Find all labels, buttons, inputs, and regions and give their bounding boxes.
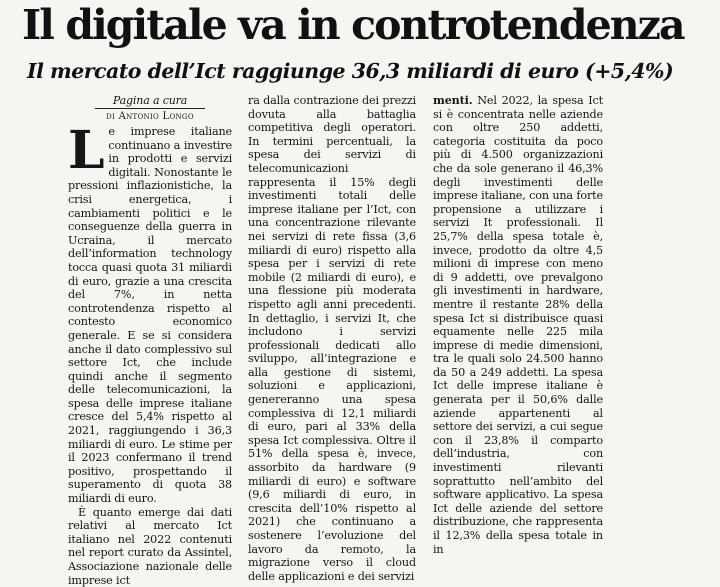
column-3-lead: menti. (433, 93, 473, 107)
headline: Il digitale va in controtendenza (22, 1, 684, 49)
article-column-2 (248, 94, 416, 583)
byline-author: di Antonio Longo (106, 111, 194, 122)
byline-cura: Pagina a cura (112, 94, 188, 107)
byline-rule (95, 108, 205, 109)
column-2-paragraph-1: ra dalla contrazione dei prezzi dovuta alla battaglia competitiva degli operatori. In termini percentuali, la spesa dei servizi di telecomunicazioni rappresenta il 15% degli investimenti totali delle imprese italiane per l’Ict, con una concentrazione rilevante nei servizi di rete fissa (3,6 miliardi di euro) rispetto alla spesa per i servizi di rete mobile (2 miliardi di euro), e una flessione più moderata rispetto agli anni precedenti. In dettaglio, i servizi It, che includono i servizi professionali dedicati allo sviluppo, all’integrazione e alla gestione di sistemi, soluzioni e applicazioni, genereranno una spesa complessiva di 12,1 miliardi di euro, pari al 33% della spesa Ict complessiva. Oltre il 51% della spesa è, invece, assorbito da hardware (9 miliardi di euro) e software (9,6 miliardi di euro, in crescita dell’10% rispetto al 2021) che continuano a sostenere l’evoluzione del lavoro da remoto, la migrazione verso il cloud delle applicazioni e dei servizi (248, 94, 416, 583)
column-3-paragraph-1-text: Nel 2022, la spesa Ict si è concentrata nelle aziende con oltre 250 addetti, categoria costituita da poco più di 4.500 organizzazioni che da sole generano il 46,3% degli investimenti delle imprese italiane, con una forte propensione a utilizzare i servizi It professionali. Il 25,7% della spesa totale è, invece, prodotto da oltre 4,5 milioni di imprese con meno di 9 addetti, ove prevalgono gli investimenti in hardware, mentre il restante 28% della spesa Ict si distribuisce quasi equamente nelle 225 mila imprese di medie dimensioni, tra le quali solo 24.500 hanno da 50 a 249 addetti. La spesa Ict delle imprese italiane è generata per il 50,6% dalle aziende appartenenti al settore dei servizi, a cui segue con il 23,8% il comparto dell’industria, con investimenti rilevanti soprattutto nell’ambito del software applicativo. La spesa Ict delle aziende del settore distribuzione, che rappresenta il 12,3% della spesa totale in in (433, 94, 603, 556)
article-column-1 (68, 94, 232, 587)
drop-cap: L (68, 120, 105, 181)
article-column-3 (433, 93, 603, 556)
subheadline: Il mercato dell’Ict raggiunge 36,3 miliardi di euro (+5,4%) (27, 59, 674, 83)
column-1-paragraph-1 (68, 120, 232, 506)
column-3-paragraph-1 (433, 94, 603, 556)
byline (68, 94, 232, 123)
column-1-paragraph-1-text: e imprese italiane continuano a investire in prodotti e servizi digitali. Nonostante le pressioni inflazionistiche, la crisi energetica, i cambiamenti politici e le conseguenze della guerra in Ucraina, il mercato dell’information technology tocca quasi quota 31 miliardi di euro, grazie a una crescita del 7%, in netta controtendenza rispetto al contesto economico generale. E se si considera anche il dato complessivo sul settore Ict, che include quindi anche il segmento delle telecomunicazioni, la spesa delle imprese italiane cresce del 5,4% rispetto al 2021, raggiungendo i 36,3 miliardi di euro. Le stime per il 2023 confermano il trend positivo, prospettando il superamento di quota 38 miliardi di euro. (68, 125, 232, 506)
column-1-paragraph-2: È quanto emerge dai dati relativi al mercato Ict italiano nel 2022 contenuti nel report curato da Assintel, Associazione nazionale delle imprese ict (68, 505, 232, 587)
